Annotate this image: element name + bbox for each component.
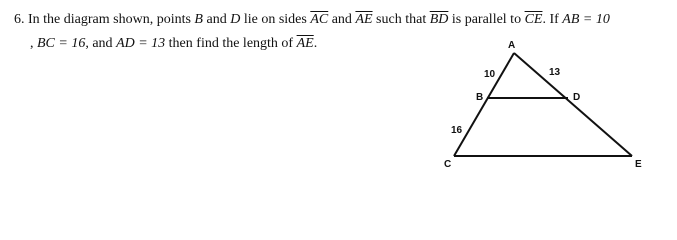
vertex-d-label: D [573,92,581,103]
ad-length-label: 13 [549,67,561,78]
target-segment-ae: $\overline{AE}$ [296,36,314,51]
vertex-b-label: B [476,92,484,103]
and-word-2: and [331,12,352,27]
lie-on-text: lie on sides [243,12,307,27]
and-text: , and [85,36,113,51]
vertex-e-label: E [635,159,642,170]
given-bc: BC = 16 [37,36,86,51]
given-ab: AB = 10 [562,12,610,27]
if-text: . If [542,12,559,27]
comma-text: , [30,36,34,51]
side-ae [514,53,632,156]
segment-ae: $\overline{AE}$ [355,12,373,27]
segment-bd: $\overline{BD}$ [429,12,449,27]
parallel-text: is parallel to [451,12,522,27]
segment-ce: $\overline{CE}$ [524,12,543,27]
such-that-text: such that [376,12,427,27]
vertex-a-label: A [508,40,516,51]
vertex-c-label: C [444,159,452,170]
given-ad: AD = 13 [116,36,166,51]
and-word: and [206,12,227,27]
question-number: 6. [14,12,25,27]
point-b: B [194,12,203,27]
ab-length-label: 10 [484,69,496,80]
point-d: D [230,12,241,27]
end-period: . [313,36,318,51]
segment-ac: $\overline{AC}$ [310,12,329,27]
bc-length-label: 16 [451,125,463,136]
then-text: then find the length of [168,36,294,51]
intro-text: In the diagram shown, points [28,12,191,27]
